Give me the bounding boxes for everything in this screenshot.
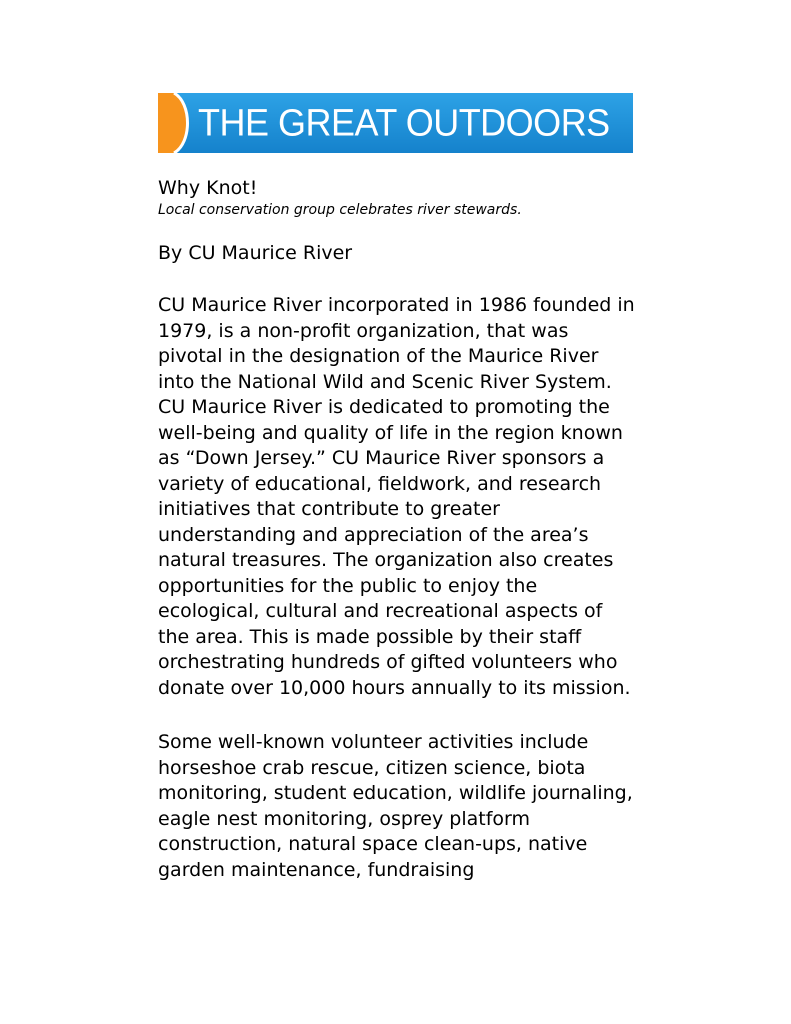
article-title: Why Knot! xyxy=(158,177,258,199)
article xyxy=(158,175,638,883)
banner-title: THE GREAT OUTDOORS xyxy=(198,100,610,144)
article-subtitle: Local conservation group celebrates river stewards. xyxy=(158,202,522,218)
article-paragraph: CU Maurice River incorporated in 1986 founded in 1979, is a non-profit organization, that was pivotal in the designation of the Maurice River into the National Wild and Scenic River System. CU Maurice River is dedicated to promoting the well-being and quality of life in the region known as “Down Jersey.” CU Maurice River sponsors a variety of educational, fieldwork, and research initiatives that contribute to greater understanding and appreciation of the area’s natural treasures. The organization also creates opportunities for the public to enjoy the ecological, cultural and recreational aspects of the area. This is made possible by their staff orchestrating hundreds of gifted volunteers who donate over 10,000 hours annually to its mission. xyxy=(158,294,635,699)
banner xyxy=(158,93,633,153)
article-byline: By CU Maurice River xyxy=(158,242,353,264)
article-paragraph: Some well-known volunteer activities include horseshoe crab rescue, citizen science, biota monitoring, student education, wildlife journaling, eagle nest monitoring, osprey platform construction, natural space clean-ups, native garden maintenance, fundraising xyxy=(158,731,633,881)
